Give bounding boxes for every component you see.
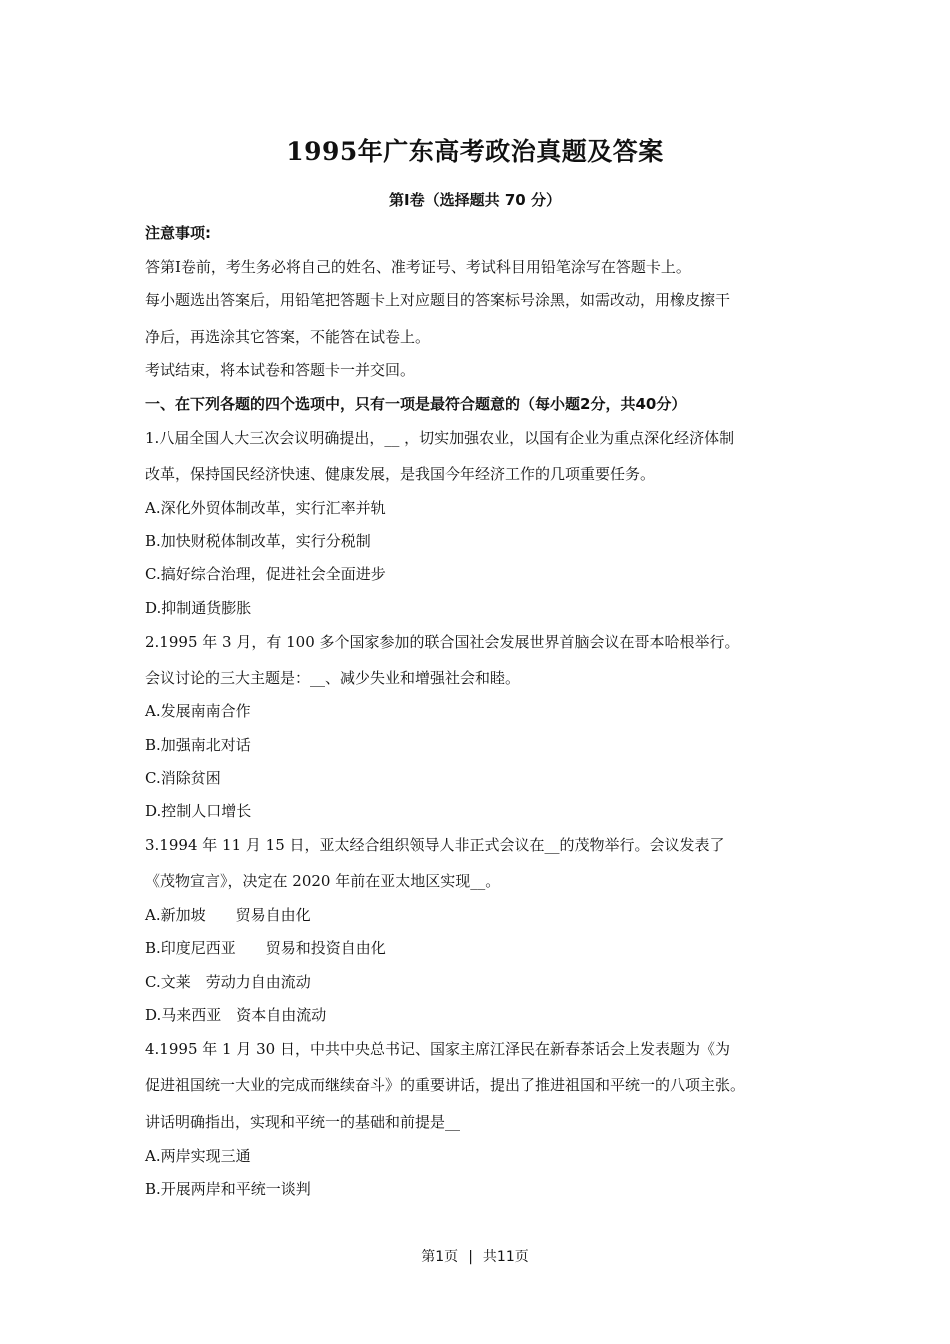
question-stem-cont: 促进祖国统一大业的完成而继续奋斗》的重要讲话，提出了推进祖国和平统一的八项主张。	[145, 1076, 746, 1094]
option-a: A.深化外贸体制改革，实行汇率并轨	[145, 499, 386, 517]
page-number: 第1页	[421, 1249, 459, 1265]
question-stem: 1.八届全国人大三次会议明确提出，__ ，切实加强农业，以国有企业为重点深化经济体制	[145, 429, 735, 447]
option-c: C.搞好综合治理，促进社会全面进步	[145, 565, 386, 583]
notes-item: 考试结束，将本试卷和答题卡一并交回。	[145, 361, 416, 379]
footer-separator: |	[468, 1249, 473, 1265]
question-stem-cont: 改革，保持国民经济快速、健康发展，是我国今年经济工作的几项重要任务。	[145, 465, 656, 483]
option-b: B.开展两岸和平统一谈判	[145, 1180, 311, 1198]
option-d: D.控制人口增长	[145, 802, 252, 820]
option-a: A.发展南南合作	[145, 702, 251, 720]
page-footer	[0, 1246, 950, 1266]
question-stem: 2.1995 年 3 月，有 100 多个国家参加的联合国社会发展世界首脑会议在哥本哈根举行。	[145, 633, 740, 651]
option-b: B.印度尼西亚 贸易和投资自由化	[145, 939, 386, 957]
page-total: 共11页	[482, 1249, 529, 1265]
option-d: D.抑制通货膨胀	[145, 599, 252, 617]
option-a: A.新加坡 贸易自由化	[145, 906, 311, 924]
question-stem: 3.1994 年 11 月 15 日，亚太经合组织领导人非正式会议在__的茂物举行。会议发表了	[145, 836, 725, 854]
section-subtitle: 第Ⅰ卷（选择题共 70 分）	[389, 191, 561, 209]
option-c: C.文莱 劳动力自由流动	[145, 973, 311, 991]
notes-item: 每小题选出答案后，用铅笔把答题卡上对应题目的答案标号涂黑，如需改动，用橡皮擦干	[145, 291, 731, 309]
option-a: A.两岸实现三通	[145, 1147, 251, 1165]
option-c: C.消除贫困	[145, 769, 221, 787]
option-b: B.加快财税体制改革，实行分税制	[145, 532, 371, 550]
notes-item-cont: 净后，再选涂其它答案，不能答在试卷上。	[145, 328, 431, 346]
page-title: 1995年广东高考政治真题及答案	[286, 137, 664, 166]
option-d: D.马来西亚 资本自由流动	[145, 1006, 327, 1024]
notes-item: 答第Ⅰ卷前，考生务必将自己的姓名、准考证号、考试科目用铅笔涂写在答题卡上。	[145, 258, 691, 276]
question-stem-cont: 讲话明确指出，实现和平统一的基础和前提是__	[145, 1113, 461, 1131]
section-heading: 一、在下列各题的四个选项中，只有一项是最符合题意的（每小题2分，共40分）	[145, 395, 687, 413]
question-stem-cont: 《茂物宣言》，决定在 2020 年前在亚太地区实现__。	[145, 872, 501, 890]
question-stem-cont: 会议讨论的三大主题是：__、减少失业和增强社会和睦。	[145, 669, 521, 687]
question-stem: 4.1995 年 1 月 30 日，中共中央总书记、国家主席江泽民在新春茶话会上发表题为《为	[145, 1040, 730, 1058]
option-b: B.加强南北对话	[145, 736, 251, 754]
notes-heading: 注意事项:	[145, 224, 211, 242]
